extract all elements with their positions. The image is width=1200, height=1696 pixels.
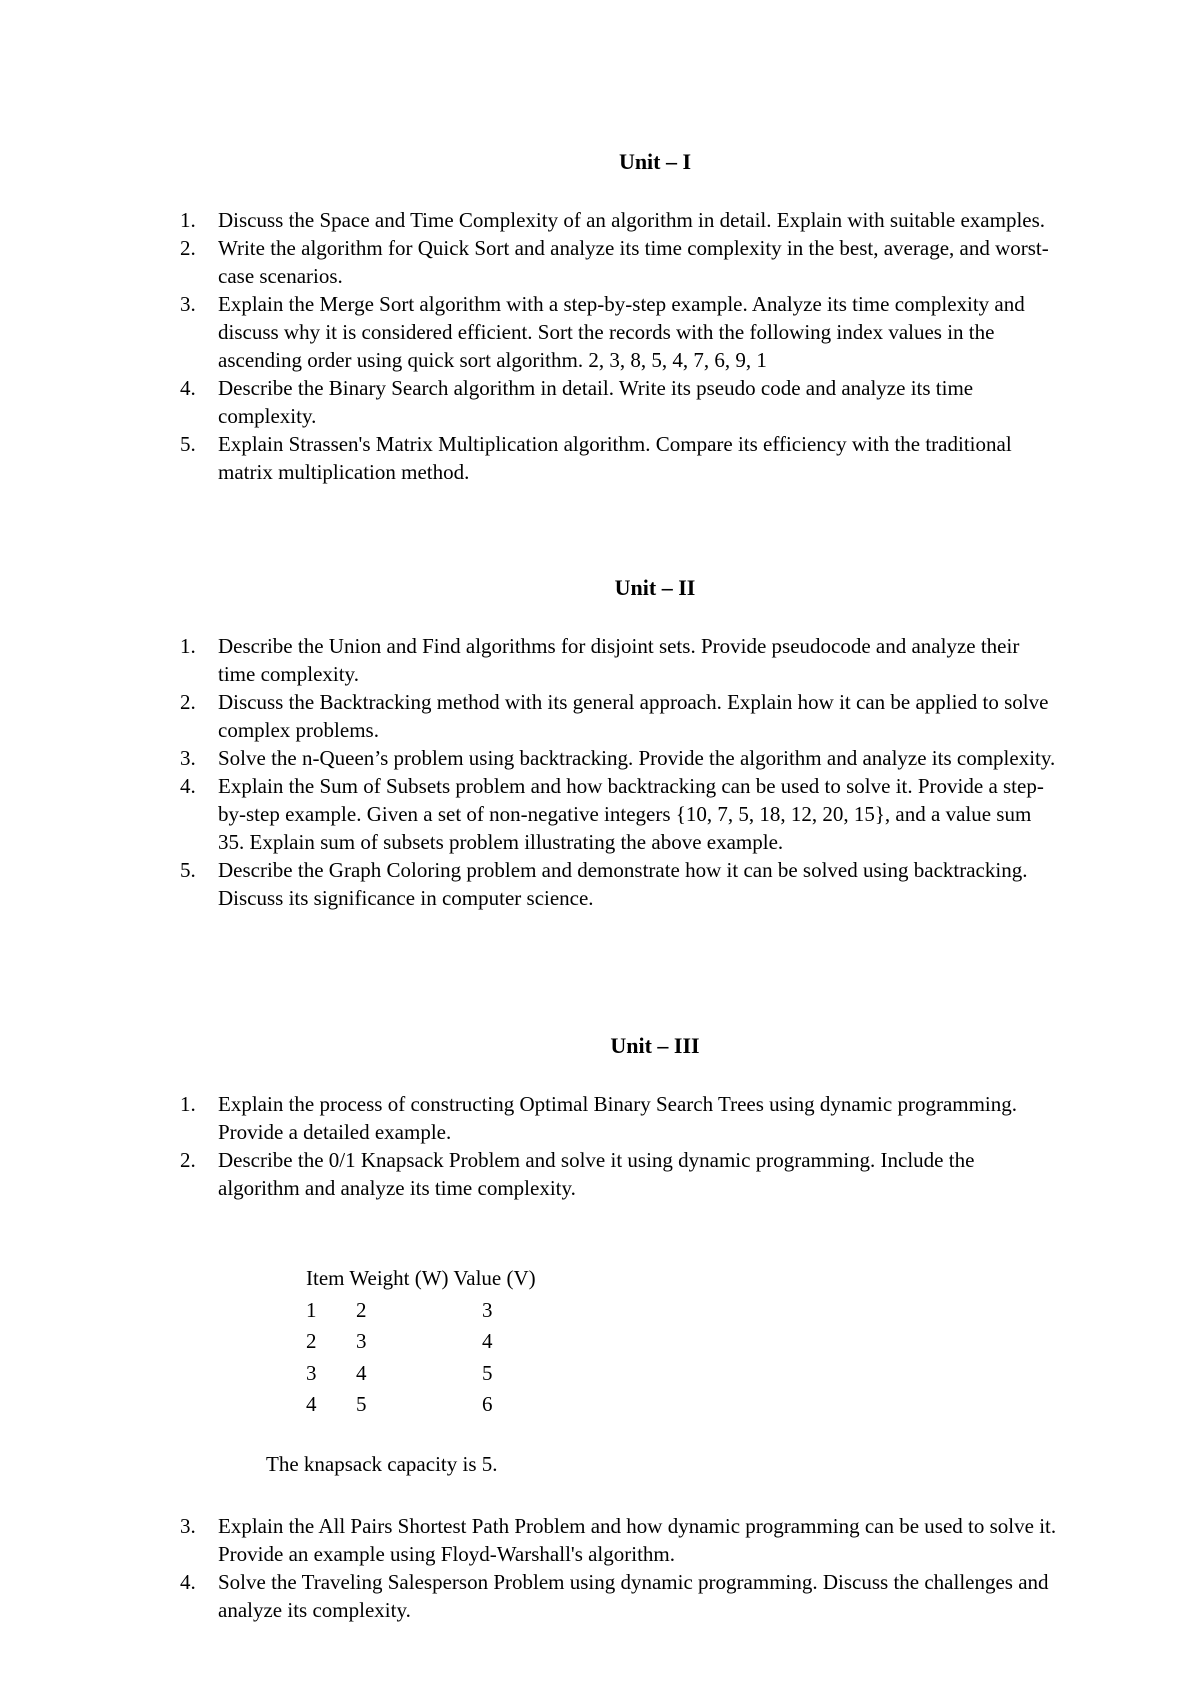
question-number: 2. — [180, 1148, 196, 1172]
question-text: Discuss the Space and Time Complexity of an algorithm in detail. Explain with suitable examples. — [218, 208, 1046, 232]
unit-3-question-1 — [0, 1090, 1058, 1146]
question-text: Explain Strassen's Matrix Multiplication algorithm. Compare its efficiency with the traditional matrix multiplication method. — [218, 432, 1012, 484]
question-number: 1. — [180, 208, 196, 232]
cell-item: 2 — [306, 1329, 317, 1353]
question-number: 2. — [180, 236, 196, 260]
unit-2-question-list — [0, 632, 1200, 912]
cell-value: 6 — [482, 1392, 493, 1416]
question-text: Describe the Graph Coloring problem and demonstrate how it can be solved using backtracking. Discuss its significance in computer science. — [218, 858, 1028, 910]
unit-2-question-1 — [0, 632, 1058, 688]
cell-value: 3 — [482, 1297, 493, 1322]
question-number: 4. — [180, 774, 196, 798]
cell-item: 1 — [306, 1297, 317, 1322]
question-number: 4. — [180, 1570, 196, 1594]
unit-3-question-3 — [0, 1512, 1058, 1568]
header-item: Item — [306, 1266, 345, 1290]
question-text: Explain the process of constructing Optimal Binary Search Trees using dynamic programming. Provide a detailed example. — [218, 1092, 1018, 1144]
unit-2-question-5 — [0, 856, 1058, 912]
cell-weight: 5 — [356, 1392, 367, 1416]
question-number: 4. — [180, 376, 196, 400]
unit-1-question-2 — [0, 234, 1058, 290]
question-text: Describe the Union and Find algorithms for disjoint sets. Provide pseudocode and analyze their time complexity. — [218, 634, 1020, 686]
question-number: 2. — [180, 690, 196, 714]
question-number: 3. — [180, 292, 196, 316]
question-text: Explain the Sum of Subsets problem and how backtracking can be used to solve it. Provide a step-by-step example. Given a set of non-negative integers {10, 7, 5, 18, 12, 20, 15}, and a value sum 35. Explain sum of subsets problem illustrating the above example. — [218, 774, 1044, 854]
knapsack-table — [306, 1263, 602, 1421]
question-text: Explain the Merge Sort algorithm with a step-by-step example. Analyze its time complexity and discuss why it is considered efficient. Sort the records with the following index values in the ascending order using quick sort algorithm. 2, 3, 8, 5, 4, 7, 6, 9, 1 — [218, 292, 1025, 372]
knapsack-row — [306, 1326, 602, 1358]
question-text: Describe the 0/1 Knapsack Problem and solve it using dynamic programming. Include the algorithm and analyze its time complexity. — [218, 1148, 975, 1200]
unit-1-heading: Unit – I — [618, 149, 692, 174]
unit-2-question-3 — [0, 744, 1058, 772]
unit-3-question-list-continued — [0, 1512, 1200, 1624]
question-text: Explain the All Pairs Shortest Path Problem and how dynamic programming can be used to solve it. Provide an example using Floyd-Warshall's algorithm. — [218, 1514, 1057, 1566]
cell-value: 4 — [482, 1329, 493, 1353]
cell-weight: 3 — [356, 1329, 367, 1353]
question-number: 1. — [180, 634, 196, 658]
knapsack-header-row — [306, 1263, 602, 1295]
knapsack-row — [306, 1295, 602, 1327]
cell-weight: 4 — [356, 1360, 367, 1385]
cell-value: 5 — [482, 1360, 493, 1385]
knapsack-header — [306, 1263, 602, 1295]
unit-1-question-4 — [0, 374, 1058, 430]
unit-2-heading: Unit – II — [614, 575, 696, 600]
unit-3-heading: Unit – III — [610, 1033, 700, 1058]
question-number: 5. — [180, 858, 196, 882]
unit-3-question-4 — [0, 1568, 1058, 1624]
question-text: Write the algorithm for Quick Sort and analyze its time complexity in the best, average, and worst-case scenarios. — [218, 236, 1049, 288]
unit-3-question-2 — [0, 1146, 1058, 1202]
header-value: Value (V) — [453, 1266, 536, 1290]
question-text: Discuss the Backtracking method with its general approach. Explain how it can be applied to solve complex problems. — [218, 690, 1049, 742]
unit-1-question-list — [0, 206, 1200, 486]
question-text: Solve the Traveling Salesperson Problem using dynamic programming. Discuss the challenges and analyze its complexity. — [218, 1570, 1049, 1622]
unit-3-question-list — [0, 1090, 1200, 1202]
question-number: 1. — [180, 1092, 196, 1116]
header-weight: Weight (W) — [349, 1266, 449, 1290]
question-number: 5. — [180, 432, 196, 456]
unit-1-question-1 — [0, 206, 1058, 234]
unit-2-question-4 — [0, 772, 1058, 856]
knapsack-row — [306, 1358, 602, 1390]
question-text: Solve the n-Queen’s problem using backtracking. Provide the algorithm and analyze its complexity. — [218, 746, 1056, 770]
question-text: Describe the Binary Search algorithm in detail. Write its pseudo code and analyze its time complexity. — [218, 376, 974, 428]
unit-1-question-3 — [0, 290, 1058, 374]
cell-item: 4 — [306, 1392, 317, 1416]
knapsack-row — [306, 1389, 602, 1421]
question-number: 3. — [180, 746, 196, 770]
knapsack-capacity-text: The knapsack capacity is 5. — [266, 1452, 498, 1476]
question-number: 3. — [180, 1514, 196, 1538]
cell-item: 3 — [306, 1360, 317, 1385]
cell-weight: 2 — [356, 1297, 367, 1322]
unit-2-question-2 — [0, 688, 1058, 744]
unit-1-question-5 — [0, 430, 1058, 486]
